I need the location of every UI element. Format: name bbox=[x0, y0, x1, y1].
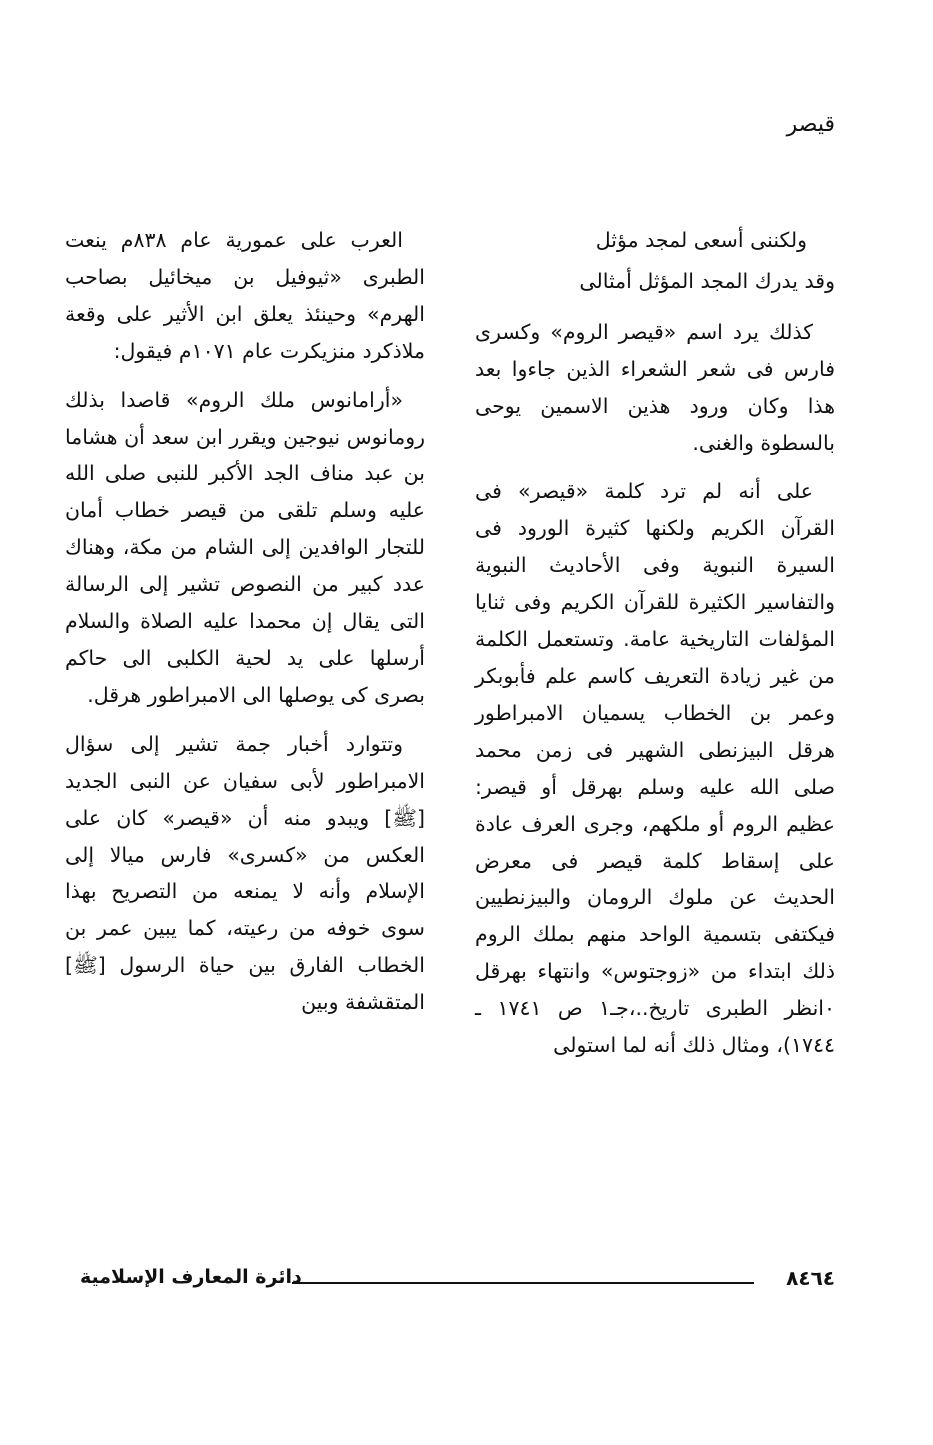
page-footer bbox=[80, 1266, 835, 1296]
paragraph: العرب على عمورية عام ٨٣٨م ينعت الطبرى «ثيوفيل بن ميخائيل بصاحب الهرم» وحينئذ يعلق ابن الأثير على وقعة ملاذكرد منزيكرت عام ١٠٧١م فيقول: bbox=[65, 228, 425, 363]
left-column bbox=[65, 222, 425, 1033]
running-head: قيصر bbox=[786, 112, 835, 137]
verse-line: ولكننى أسعى لمجد مؤثل bbox=[595, 228, 807, 252]
right-column bbox=[475, 222, 835, 1076]
journal-title: دائرة المعارف الإسلامية bbox=[80, 1266, 302, 1288]
paragraph: كذلك يرد اسم «قيصر الروم» وكسرى فارس فى شعر الشعراء الذين جاءوا بعد هذا وكان ورود هذين الاسمين يوحى بالسطوة والغنى. bbox=[475, 319, 835, 455]
paragraph: على أنه لم ترد كلمة «قيصر» فى القرآن الكريم ولكنها كثيرة الورود فى السيرة النبوية وفى الأحاديث النبوية والتفاسير الكثيرة للقرآن الكريم وفى ثنايا المؤلفات التاريخية عامة. وتستعمل الكلمة من غير زيادة التعريف كاسم علم فأبوبكر وعمر بن الخطاب يسميان الامبراطور هرقل البيزنطى الشهير فى زمن محمد صلى الله عليه وسلم بهرقل أو قيصر: عظيم الروم أو ملكهم، وجرى العرف عادة على إسقاط كلمة قيصر فى معرض الحديث عن ملوك الرومان والبيزنطيين فيكتفى بتسمية الواحد منهم بملك الروم ذلك ابتداء من «زوجتوس» وانتهاء بهرقل ٠انظر الطبرى تاريخ..،جـ١ ص ١٧٤١ ـ ١٧٤٤)، ومثال ذلك أنه لما استولى bbox=[475, 479, 835, 1058]
verse-line: وقد يدرك المجد المؤثل أمثالى bbox=[579, 268, 835, 293]
paragraph: «أرامانوس ملك الروم» قاصدا بذلك رومانوس نيوجين ويقرر ابن سعد أن هشاما بن عبد مناف الجد الأكبر للنبى صلى الله عليه وسلم تلقى من قيصر خطاب أمان للتجار الوافدين إلى الشام من مكة، وهناك عدد كبير من النصوص تشير إلى الرسالة التى يقال إن محمدا عليه الصلاة والسلام أرسلها على يد لحية الكلبى الى حاكم بصرى كى يوصلها الى الامبراطور هرقل. bbox=[65, 387, 425, 707]
page-number: ٨٤٦٤ bbox=[786, 1266, 835, 1290]
paragraph: وتتوارد أخبار جمة تشير إلى سؤال الامبراطور لأبى سفيان عن النبى الجديد [ﷺ] ويبدو منه أن «قيصر» كان على العكس من «كسرى» فارس ميالا إلى الإسلام وأنه لا يمنعه من التصريح بهذا سوى خوفه من رعيته، كما يبين عمر بن الخطاب الفارق بين حياة الرسول [ﷺ] المتقشفة وبين bbox=[65, 731, 425, 1015]
footer-rule bbox=[292, 1282, 754, 1284]
